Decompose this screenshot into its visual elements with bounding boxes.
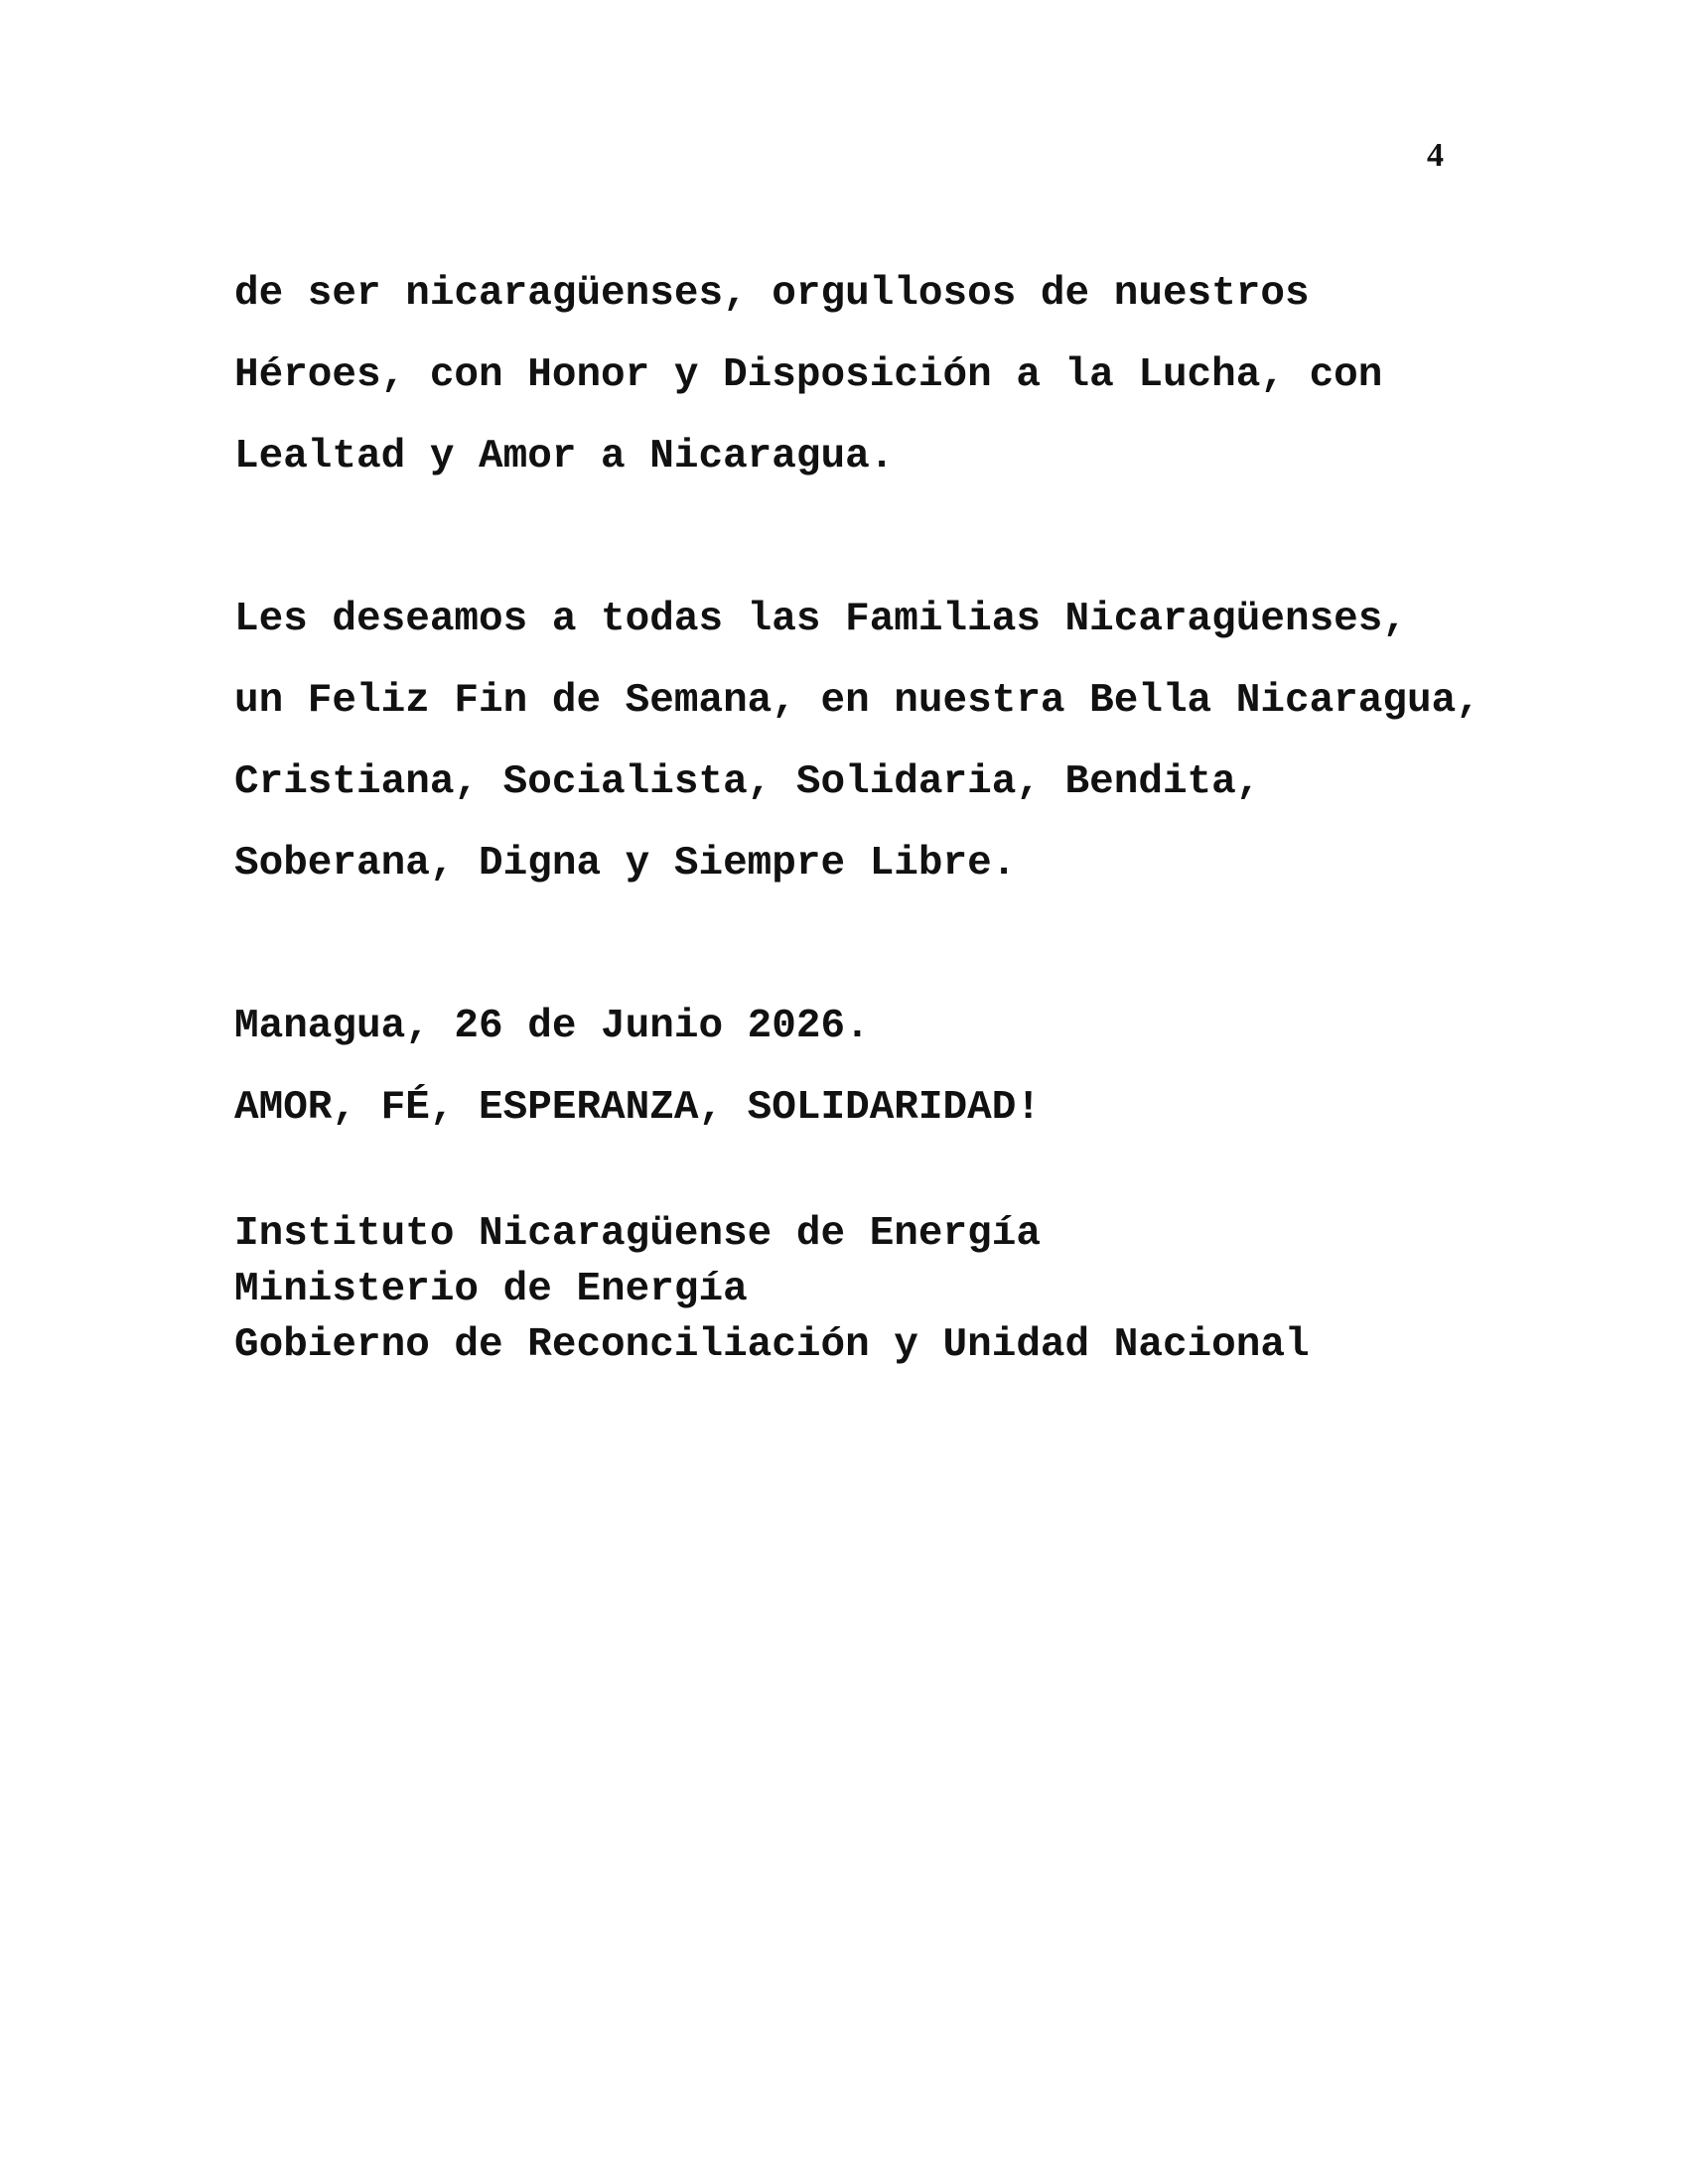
paragraph-line: Lealtad y Amor a Nicaragua. (234, 434, 895, 479)
paragraph-spacer (234, 497, 1456, 579)
signature-ministry: Ministerio de Energía (234, 1267, 748, 1312)
signature-block (234, 1206, 1456, 1373)
paragraph-line: Soberana, Digna y Siempre Libre. (234, 841, 1017, 887)
paragraph-line: Cristiana, Socialista, Solidaria, Bendita, (234, 759, 1261, 805)
closing-block (234, 986, 1456, 1149)
paragraph-spacer (234, 904, 1456, 986)
paragraph-line: un Feliz Fin de Semana, en nuestra Bella Nicaragua, (234, 678, 1480, 724)
signature-government: Gobierno de Reconciliación y Unidad Nacional (234, 1322, 1310, 1368)
paragraph-1 (234, 253, 1456, 497)
paragraph-line: Les deseamos a todas las Familias Nicaragüenses, (234, 597, 1407, 642)
paragraph-2 (234, 579, 1480, 904)
paragraph-line: Héroes, con Honor y Disposición a la Lucha, con (234, 352, 1383, 398)
signature-institute: Instituto Nicaragüense de Energía (234, 1211, 1041, 1257)
date-line: Managua, 26 de Junio 2026. (234, 1004, 870, 1049)
document-body (234, 253, 1480, 1373)
paragraph-line: de ser nicaragüenses, orgullosos de nuestros (234, 271, 1310, 317)
motto-line: AMOR, FÉ, ESPERANZA, SOLIDARIDAD! (234, 1085, 1041, 1131)
page-number: 4 (1427, 137, 1444, 174)
